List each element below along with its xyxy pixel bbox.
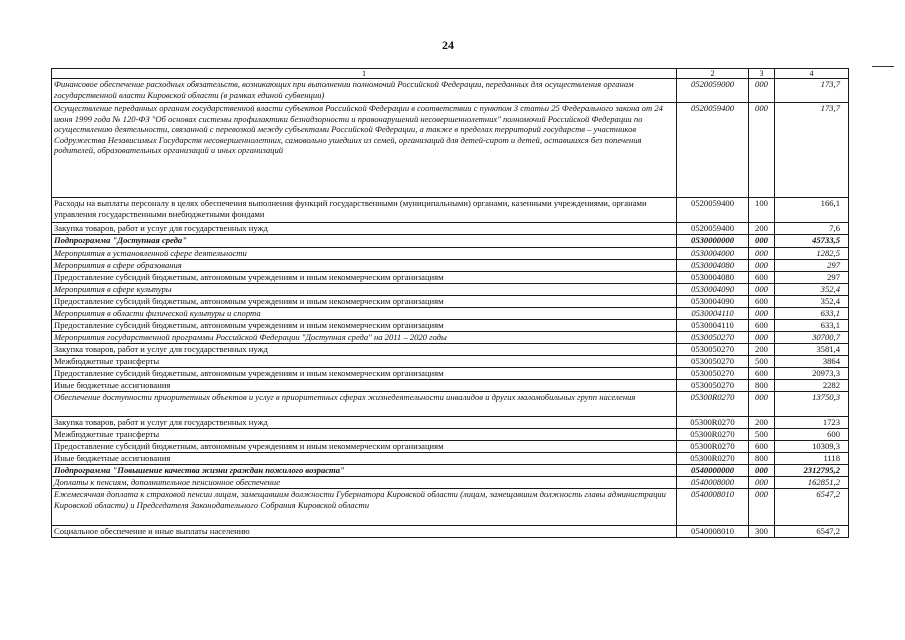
table-row (52, 526, 849, 538)
row-name-cell: Мероприятия в сфере образования (52, 260, 677, 272)
row-name-cell: Предоставление субсидий бюджетным, автономным учреждениям и иным некоммерческим организациям (52, 320, 677, 332)
row-sum-cell: 633,1 (775, 308, 849, 320)
row-sum-cell: 166,1 (775, 198, 849, 223)
edge-mark (872, 66, 894, 67)
row-code-cell: 05300R0270 (677, 441, 749, 453)
row-code-cell: 0530050270 (677, 380, 749, 392)
table-row (52, 368, 849, 380)
table-header-row (52, 69, 849, 79)
table-row (52, 260, 849, 272)
row-name-cell: Предоставление субсидий бюджетным, автономным учреждениям и иным некоммерческим организациям (52, 368, 677, 380)
row-name-cell: Подпрограмма "Повышение качества жизни граждан пожилого возраста" (52, 465, 677, 477)
row-code-cell: 05300R0270 (677, 417, 749, 429)
row-type-cell: 300 (749, 526, 775, 538)
row-name-cell: Предоставление субсидий бюджетным, автономным учреждениям и иным некоммерческим организациям (52, 296, 677, 308)
row-type-cell: 600 (749, 441, 775, 453)
row-name-cell: Иные бюджетные ассигнования (52, 453, 677, 465)
row-code-cell: 0530050270 (677, 356, 749, 368)
row-sum-cell: 13750,3 (775, 392, 849, 417)
row-code-cell: 0530004110 (677, 308, 749, 320)
row-type-cell: 000 (749, 465, 775, 477)
row-code-cell: 0530050270 (677, 344, 749, 356)
row-code-cell: 0540008010 (677, 489, 749, 526)
table-row (52, 284, 849, 296)
table-row (52, 356, 849, 368)
table-row (52, 429, 849, 441)
row-type-cell: 000 (749, 260, 775, 272)
table-row (52, 332, 849, 344)
row-type-cell: 500 (749, 429, 775, 441)
row-type-cell: 000 (749, 79, 775, 103)
row-name-cell: Мероприятия в области физической культуры и спорта (52, 308, 677, 320)
table-row (52, 272, 849, 284)
row-sum-cell: 173,7 (775, 103, 849, 198)
table-row (52, 320, 849, 332)
row-type-cell: 000 (749, 392, 775, 417)
table-row (52, 392, 849, 417)
page-number: 24 (442, 38, 454, 52)
row-sum-cell: 2282 (775, 380, 849, 392)
row-name-cell: Доплаты к пенсиям, дополнительное пенсионное обеспечение (52, 477, 677, 489)
row-sum-cell: 7,6 (775, 223, 849, 235)
row-sum-cell: 30700,7 (775, 332, 849, 344)
row-code-cell: 05300R0270 (677, 453, 749, 465)
row-type-cell: 000 (749, 248, 775, 260)
row-name-cell: Предоставление субсидий бюджетным, автономным учреждениям и иным некоммерческим организациям (52, 441, 677, 453)
row-code-cell: 0520059000 (677, 79, 749, 103)
row-name-cell: Подпрограмма "Доступная среда" (52, 235, 677, 248)
row-type-cell: 000 (749, 308, 775, 320)
row-code-cell: 0530050270 (677, 332, 749, 344)
row-sum-cell: 173,7 (775, 79, 849, 103)
row-name-cell: Социальное обеспечение и иные выплаты населению (52, 526, 677, 538)
row-sum-cell: 297 (775, 260, 849, 272)
row-sum-cell: 10309,3 (775, 441, 849, 453)
row-type-cell: 200 (749, 417, 775, 429)
row-type-cell: 000 (749, 489, 775, 526)
row-code-cell: 05300R0270 (677, 429, 749, 441)
row-name-cell: Закупка товаров, работ и услуг для государственных нужд (52, 417, 677, 429)
row-sum-cell: 20973,3 (775, 368, 849, 380)
row-sum-cell: 2312795,2 (775, 465, 849, 477)
table-row (52, 453, 849, 465)
row-name-cell: Закупка товаров, работ и услуг для государственных нужд (52, 223, 677, 235)
row-name-cell: Осуществление переданных органам государственной власти субъектов Российской Федерации в соответствии с пунктом 3 статьи 25 Федерального закона от 24 июня 1999 года № 120-ФЗ "Об основах системы профилактики безнадзорности и правонарушений несовершеннолетних" полномочий Российской Федерации по осуществлению деятельности, связанной с перевозкой между субъектами Российской Федерации, а также в пределах территорий государств – участников Содружества Независимых Государств несовершеннолетних, самовольно ушедших из семей, организаций для детей-сирот и детей, оставшихся без попечения родителей, образовательных организаций и иных организаций (52, 103, 677, 198)
row-name-cell: Ежемесячная доплата к страховой пенсии лицам, замещавшим должности Губернатора Кировской области (лицам, замещавшим должность главы администрации Кировской области) и Председателя Законодательного Собрания Кировской области (52, 489, 677, 526)
row-sum-cell: 45733,5 (775, 235, 849, 248)
row-code-cell: 0540008010 (677, 526, 749, 538)
row-sum-cell: 1282,5 (775, 248, 849, 260)
row-sum-cell: 352,4 (775, 296, 849, 308)
row-code-cell: 0530004080 (677, 260, 749, 272)
budget-table (51, 68, 849, 538)
table-row (52, 79, 849, 103)
row-code-cell: 0540008000 (677, 477, 749, 489)
row-code-cell: 0530004110 (677, 320, 749, 332)
table-row (52, 489, 849, 526)
row-sum-cell: 1118 (775, 453, 849, 465)
header-col-4: 4 (775, 69, 849, 79)
row-code-cell: 0530004000 (677, 248, 749, 260)
table-row (52, 103, 849, 198)
row-name-cell: Мероприятия государственной программы Российской Федерации "Доступная среда" на 2011 – 2020 годы (52, 332, 677, 344)
row-code-cell: 0530004080 (677, 272, 749, 284)
row-sum-cell: 1723 (775, 417, 849, 429)
table-row (52, 477, 849, 489)
row-sum-cell: 352,4 (775, 284, 849, 296)
row-type-cell: 600 (749, 296, 775, 308)
table-row (52, 465, 849, 477)
row-name-cell: Расходы на выплаты персоналу в целях обеспечения выполнения функций государственными (муниципальными) органами, казенными учреждениями, органами управления государственными внебюджетными фондами (52, 198, 677, 223)
row-code-cell: 0520059400 (677, 223, 749, 235)
row-name-cell: Предоставление субсидий бюджетным, автономным учреждениям и иным некоммерческим организациям (52, 272, 677, 284)
row-sum-cell: 6547,2 (775, 489, 849, 526)
row-sum-cell: 600 (775, 429, 849, 441)
row-type-cell: 000 (749, 284, 775, 296)
row-name-cell: Финансовое обеспечение расходных обязательств, возникающих при выполнении полномочий Российской Федерации, переданных для осуществления органам государственной власти Кировской области (в рамках единой субвенции) (52, 79, 677, 103)
row-name-cell: Обеспечение доступности приоритетных объектов и услуг в приоритетных сферах жизнедеятельности инвалидов и других маломобильных групп населения (52, 392, 677, 417)
table-row (52, 248, 849, 260)
row-type-cell: 000 (749, 332, 775, 344)
row-name-cell: Межбюджетные трансферты (52, 356, 677, 368)
header-col-2: 2 (677, 69, 749, 79)
row-name-cell: Межбюджетные трансферты (52, 429, 677, 441)
row-type-cell: 000 (749, 477, 775, 489)
row-type-cell: 500 (749, 356, 775, 368)
row-sum-cell: 6547,2 (775, 526, 849, 538)
row-type-cell: 200 (749, 344, 775, 356)
table-row (52, 198, 849, 223)
row-code-cell: 0530004090 (677, 296, 749, 308)
row-sum-cell: 633,1 (775, 320, 849, 332)
table-row (52, 441, 849, 453)
row-type-cell: 600 (749, 320, 775, 332)
row-sum-cell: 3864 (775, 356, 849, 368)
table-row (52, 417, 849, 429)
table-row (52, 344, 849, 356)
row-type-cell: 000 (749, 235, 775, 248)
row-type-cell: 200 (749, 223, 775, 235)
table-row (52, 296, 849, 308)
row-code-cell: 0540000000 (677, 465, 749, 477)
row-name-cell: Мероприятия в установленной сфере деятельности (52, 248, 677, 260)
row-type-cell: 100 (749, 198, 775, 223)
row-code-cell: 0530000000 (677, 235, 749, 248)
row-type-cell: 600 (749, 368, 775, 380)
row-type-cell: 800 (749, 453, 775, 465)
table-row (52, 380, 849, 392)
row-type-cell: 000 (749, 103, 775, 198)
row-type-cell: 800 (749, 380, 775, 392)
row-sum-cell: 3581,4 (775, 344, 849, 356)
row-code-cell: 0530050270 (677, 368, 749, 380)
row-code-cell: 05300R0270 (677, 392, 749, 417)
header-col-3: 3 (749, 69, 775, 79)
table-row (52, 223, 849, 235)
header-col-1: 1 (52, 69, 677, 79)
row-sum-cell: 297 (775, 272, 849, 284)
row-code-cell: 0520059400 (677, 103, 749, 198)
table-row (52, 308, 849, 320)
row-code-cell: 0530004090 (677, 284, 749, 296)
table-row (52, 235, 849, 248)
row-code-cell: 0520059400 (677, 198, 749, 223)
row-type-cell: 600 (749, 272, 775, 284)
row-name-cell: Иные бюджетные ассигнования (52, 380, 677, 392)
row-name-cell: Мероприятия в сфере культуры (52, 284, 677, 296)
row-name-cell: Закупка товаров, работ и услуг для государственных нужд (52, 344, 677, 356)
row-sum-cell: 162851,2 (775, 477, 849, 489)
